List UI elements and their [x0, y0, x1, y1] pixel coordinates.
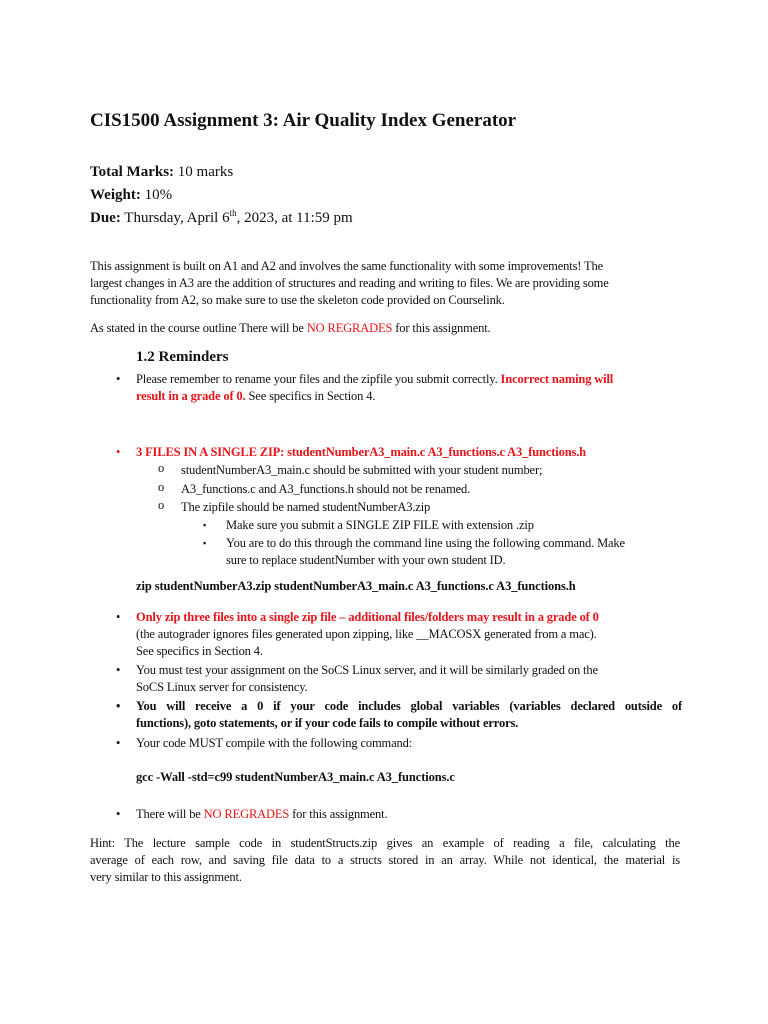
intro-paragraph: [90, 258, 680, 309]
document-title: CIS1500 Assignment 3: Air Quality Index Generator: [90, 110, 517, 131]
bullet-disc: •: [116, 372, 121, 386]
reminder-compile-text: Your code MUST compile with the following command:: [136, 736, 413, 750]
section-heading: 1.2 Reminders: [136, 349, 229, 365]
intro-line-3: functionality from A2, so make sure to use the skeleton code provided on Courselink.: [90, 293, 505, 307]
total-marks-label: Total Marks:: [90, 164, 175, 180]
sub-item-zip-name-text: The zipfile should be named studentNumberA3.zip: [181, 500, 431, 514]
sub-sub-item-command-line-text-a: You are to do this through the command line using the following command. Make: [226, 536, 625, 550]
bullet-disc: •: [116, 699, 121, 713]
weight-line: [90, 185, 172, 205]
bullet-square: ▪: [203, 538, 207, 548]
regrade-note-red: NO REGRADES: [306, 321, 393, 335]
sub-item-main-file-text: studentNumberA3_main.c should be submitted with your student number;: [181, 463, 543, 477]
weight-label: Weight:: [90, 187, 141, 203]
weight-value: 10%: [140, 187, 173, 203]
regrade-note-post: for this assignment.: [392, 321, 491, 335]
reminder-socs-server-line-1: You must test your assignment on the SoCS Linux server, and it will be similarly graded on the: [136, 663, 598, 677]
due-date-sup: th: [229, 208, 237, 218]
bullet-disc: •: [116, 610, 121, 624]
regrade-note-pre: As stated in the course outline There will be: [90, 321, 307, 335]
reminder-three-files-text: 3 FILES IN A SINGLE ZIP: studentNumberA3_main.c A3_functions.c A3_functions.h: [136, 445, 586, 459]
zip-command: zip studentNumberA3.zip studentNumberA3_main.c A3_functions.c A3_functions.h: [136, 579, 576, 593]
hint-line-1: Hint: The lecture sample code in studentStructs.zip gives an example of reading a file, calculating the: [90, 836, 680, 850]
sub-item-functions-files-text: A3_functions.c and A3_functions.h should not be renamed.: [181, 482, 471, 496]
due-date-post: , 2023, at 11:59 pm: [236, 210, 353, 226]
reminder-three-files-only-line-3: See specifics in Section 4.: [136, 644, 263, 658]
bullet-circle: o: [158, 480, 165, 494]
due-date-pre: Thursday, April 6: [120, 210, 230, 226]
hint-paragraph: [90, 835, 680, 886]
reminder-naming-warning-b: result in a grade of 0.: [136, 389, 246, 403]
intro-line-2: largest changes in A3 are the addition of structures and reading and writing to files. We are providing some: [90, 276, 609, 290]
reminder-global-variables-line-1: You will receive a 0 if your code includes global variables (variables declared outside of: [136, 699, 682, 713]
reminder-three-files-only-line-2: (the autograder ignores files generated upon zipping, like __MACOSX generated from a mac).: [136, 627, 597, 641]
reminder-naming-text: Please remember to rename your files and the zipfile you submit correctly.: [136, 372, 501, 386]
reminder-naming-warning-a: Incorrect naming will: [500, 372, 614, 386]
bullet-disc: •: [116, 663, 121, 677]
due-line: [90, 208, 353, 228]
reminder-three-files-only-warning: Only zip three files into a single zip file – additional files/folders may result in a grade of 0: [136, 610, 599, 624]
due-label: Due:: [90, 210, 121, 226]
reminder-naming-post: See specifics in Section 4.: [245, 389, 376, 403]
sub-sub-item-single-zip-text: Make sure you submit a SINGLE ZIP FILE with extension .zip: [226, 518, 534, 532]
regrade-note: [90, 320, 680, 337]
reminder-global-variables-line-2: functions), goto statements, or if your code fails to compile without errors.: [136, 716, 519, 730]
reminder-no-regrades-pre: There will be: [136, 807, 204, 821]
total-marks-value: 10 marks: [174, 164, 234, 180]
bullet-disc: •: [116, 445, 121, 459]
total-marks-line: [90, 162, 233, 182]
reminder-no-regrades-red: NO REGRADES: [203, 807, 290, 821]
gcc-command: gcc -Wall -std=c99 studentNumberA3_main.c A3_functions.c: [136, 770, 455, 784]
bullet-square: ▪: [203, 520, 207, 530]
intro-line-1: This assignment is built on A1 and A2 and involves the same functionality with some improvements! The: [90, 259, 604, 273]
bullet-disc: •: [116, 736, 121, 750]
hint-line-2: average of each row, and saving file data to a structs stored in an array. While not identical, the material is: [90, 853, 680, 867]
bullet-circle: o: [158, 498, 165, 512]
bullet-disc: •: [116, 807, 121, 821]
reminder-socs-server-line-2: SoCS Linux server for consistency.: [136, 680, 308, 694]
sub-sub-item-command-line-text-b: sure to replace studentNumber with your own student ID.: [226, 553, 506, 567]
hint-line-3: very similar to this assignment.: [90, 870, 242, 884]
reminder-no-regrades-post: for this assignment.: [289, 807, 388, 821]
bullet-circle: o: [158, 461, 165, 475]
